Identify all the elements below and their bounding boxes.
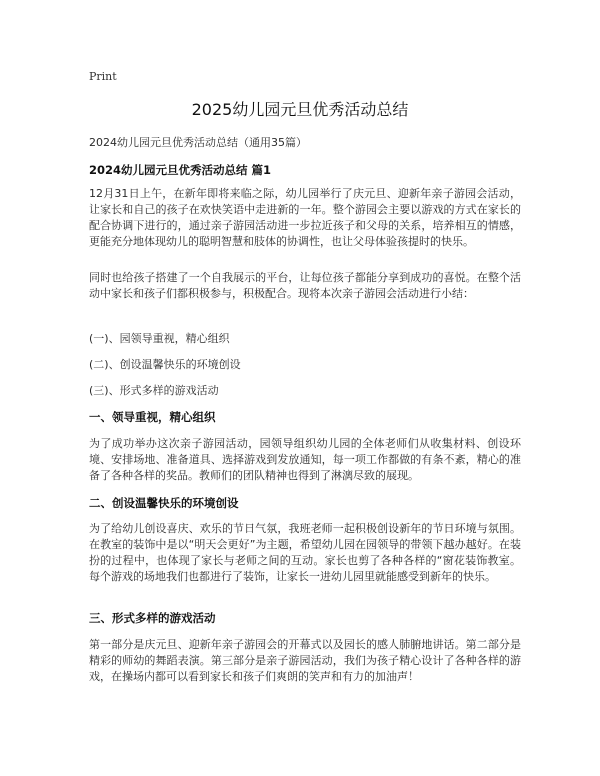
list-item: (一)、园领导重视，精心组织 bbox=[89, 332, 230, 345]
document-subtitle: 2024幼儿园元旦优秀活动总结（通用35篇） bbox=[89, 136, 307, 149]
heading-activities: 三、形式多样的游戏活动 bbox=[89, 611, 216, 625]
paragraph-activities: 第一部分是庆元旦、迎新年亲子游园会的开幕式以及园长的感人肺腑地讲话。第二部分是精彩的师幼的舞蹈表演。第三部分是亲子游园活动，我们为孩子精心设计了各种各样的游戏，在操场内都可以看到家长和孩子们爽朗的笑声和有力的加油声！ bbox=[89, 638, 521, 683]
section-title: 2024幼儿园元旦优秀活动总结 篇1 bbox=[89, 163, 272, 177]
page-title: 2025幼儿园元旦优秀活动总结 bbox=[191, 100, 409, 119]
list-item: (二)、创设温馨快乐的环境创设 bbox=[89, 358, 241, 371]
list-item: (三)、形式多样的游戏活动 bbox=[89, 384, 219, 397]
paragraph-intro: 12月31日上午，在新年即将来临之际，幼儿园举行了庆元旦、迎新年亲子游园会活动，让家长和自己的孩子在欢快笑语中走进新的一年。整个游园会主要以游戏的方式在家长的配合协调下进行的，通过亲子游园活动进一步拉近孩子和父母的关系，培养相互的情感，更能充分地体现幼儿的聪明智慧和肢体的协调性，也让父母体验孩提时的快乐。 bbox=[89, 187, 521, 248]
paragraph-leadership: 为了成功举办这次亲子游园活动，园领导组织幼儿园的全体老师们从收集材料、创设环境、安排场地、准备道具、选择游戏到发放通知，每一项工作都做的有条不紊，精心的准备了各种各样的奖品。教师们的团队精神也得到了淋漓尽致的展现。 bbox=[89, 437, 521, 482]
print-link[interactable]: Print bbox=[89, 70, 117, 83]
paragraph-environment: 为了给幼儿创设喜庆、欢乐的节日气氛，我班老师一起积极创设新年的节日环境与氛围。在教室的装饰中是以“明天会更好”为主题，希望幼儿园在园领导的带领下越办越好。在装扮的过程中，也体现了家长与老师之间的互动。家长也剪了各种各样的“窗花装饰教室。每个游戏的场地我们也都进行了装饰，让家长一进幼儿园里就能感受到新年的快乐。 bbox=[89, 522, 521, 583]
paragraph-summary-intro: 同时也给孩子搭建了一个自我展示的平台，让每位孩子都能分享到成功的喜悦。在整个活动中家长和孩子们都积极参与，积极配合。现将本次亲子游园会活动进行小结： bbox=[89, 271, 521, 300]
heading-leadership: 一、领导重视，精心组织 bbox=[89, 410, 216, 424]
heading-environment: 二、创设温馨快乐的环境创设 bbox=[89, 496, 239, 510]
